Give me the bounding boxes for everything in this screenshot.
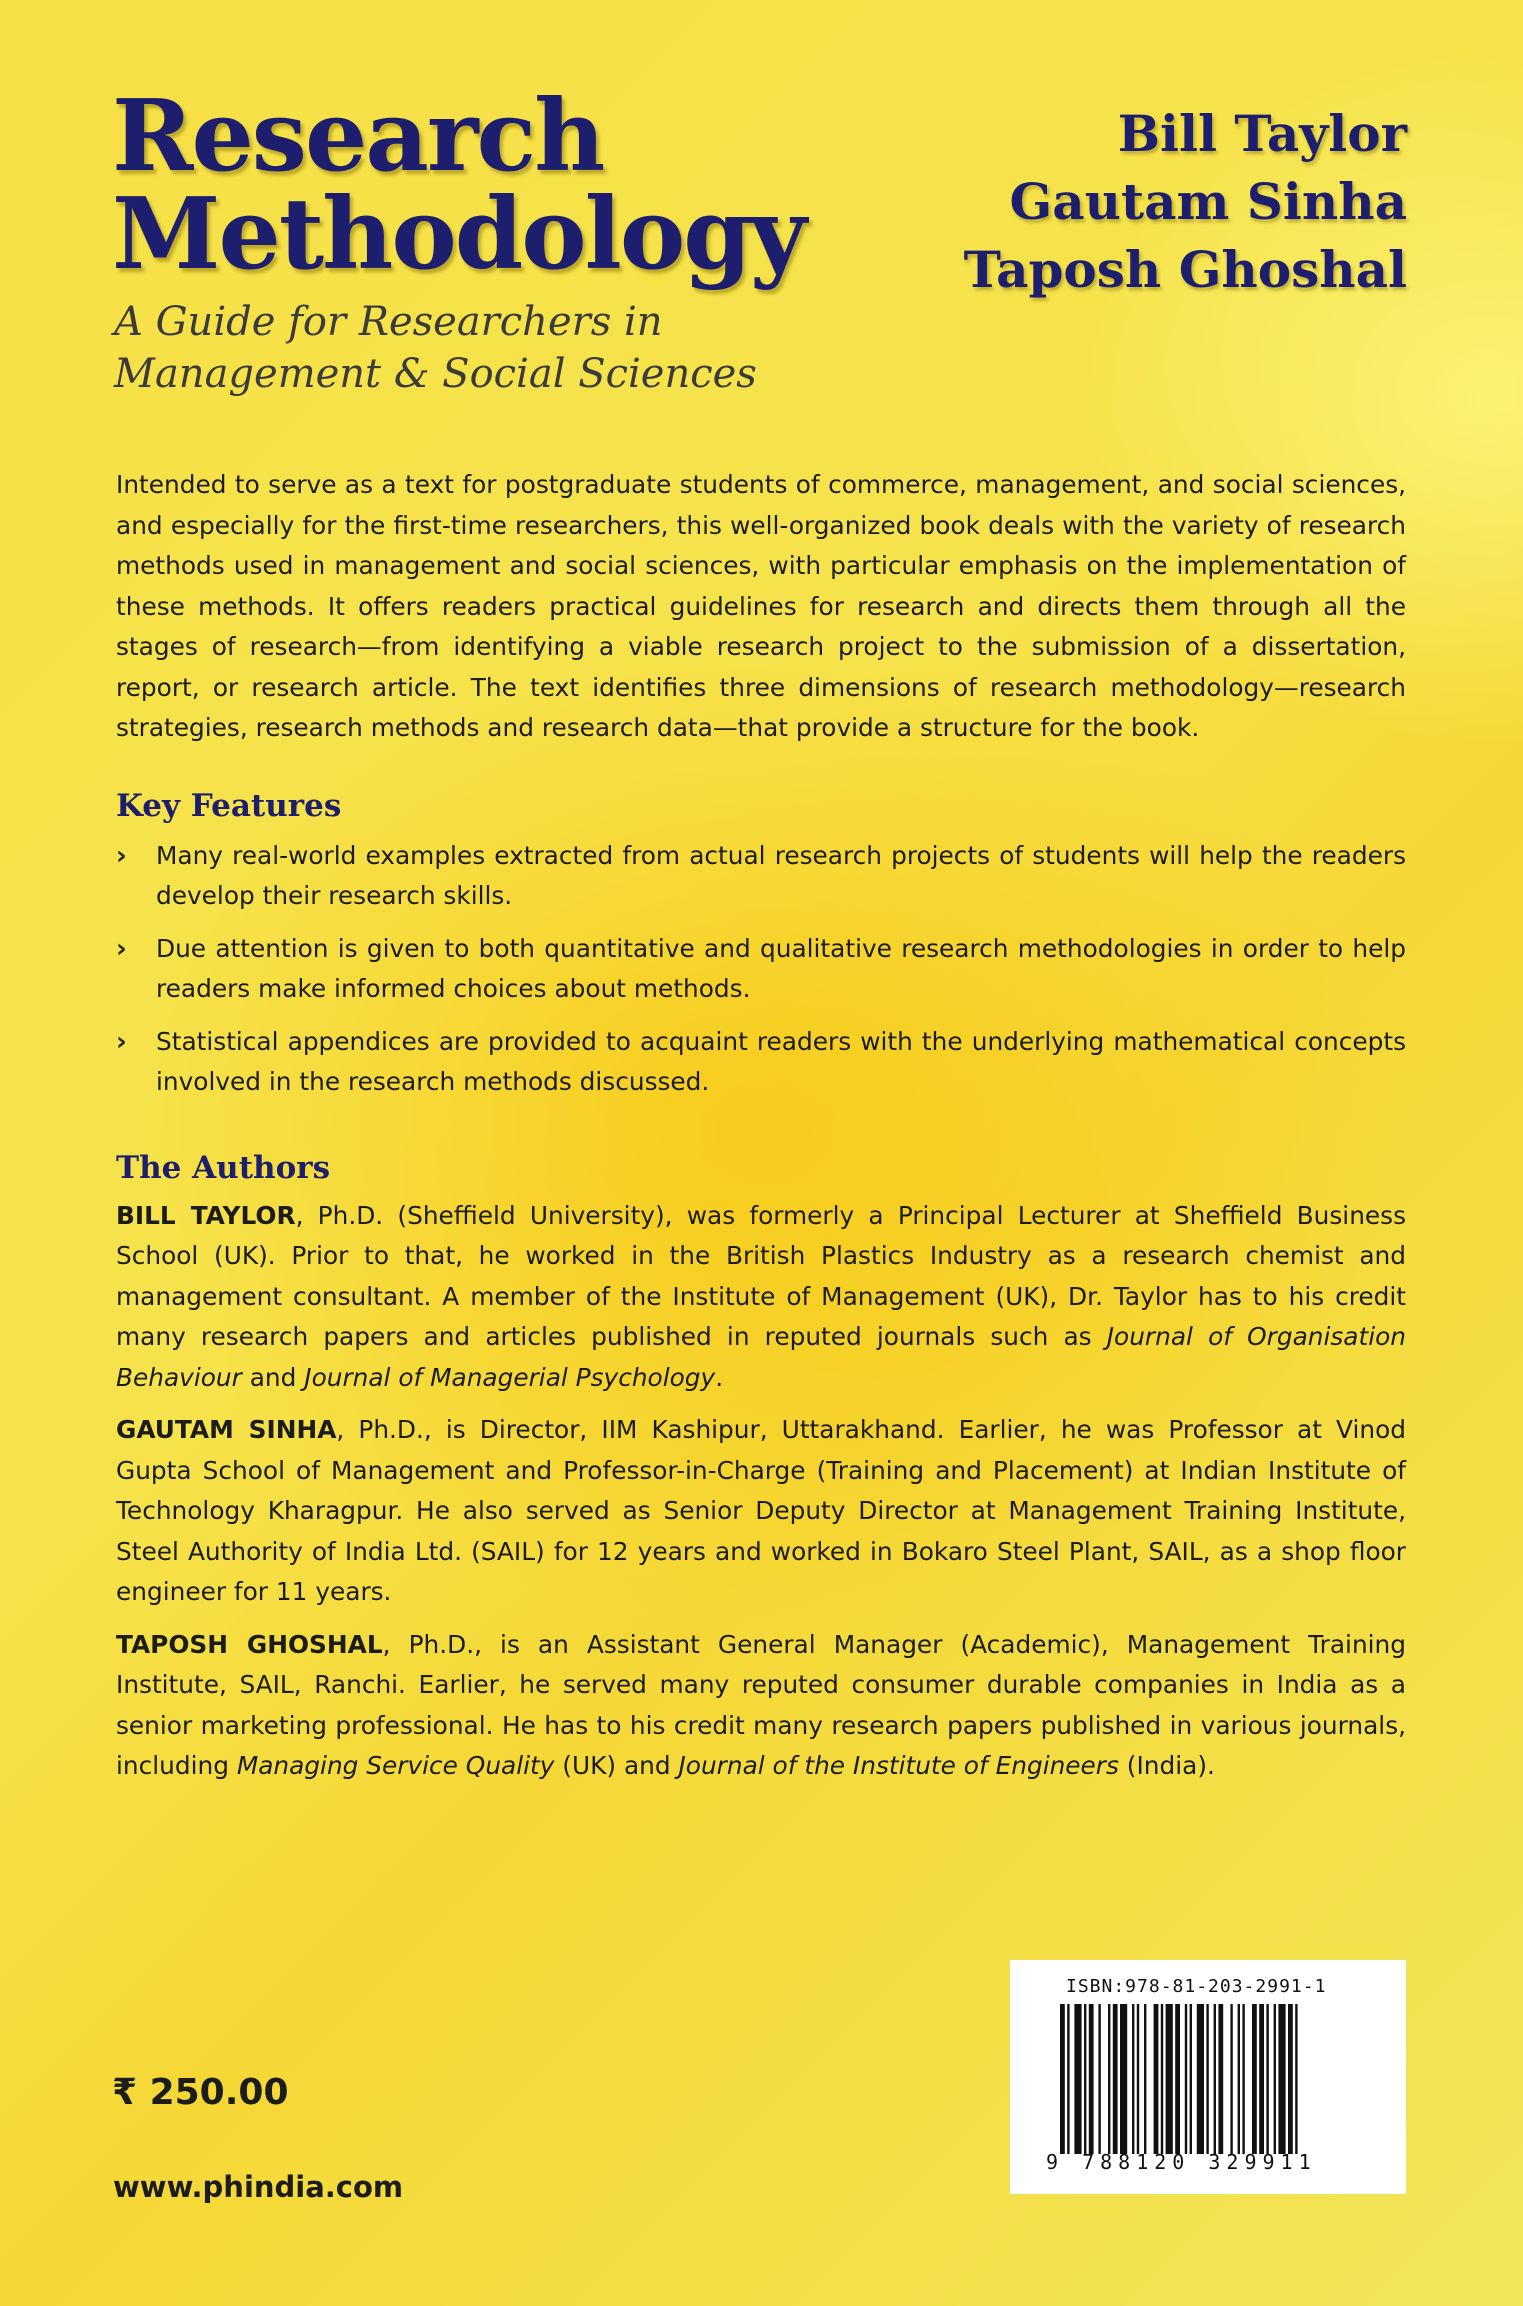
bio-text: , Ph.D., is Director, IIM Kashipur, Uttarakhand. Earlier, he was Professor at Vinod Gupta School of Management and Professor-in-Charge (Training and Placement) at Indian Institute of Technology Kharagpur. He also served as Senior Deputy Director at Management Training Institute, Steel Authority of India Ltd. (SAIL) for 12 years and worked in Bokaro Steel Plant, SAIL, as a shop floor engineer for 11 years. [116,1415,1406,1606]
back-cover-content [116,465,1406,1787]
isbn-label: ISBN:978-81-203-2991-1 [1066,1976,1327,1997]
barcode-bar [1252,2004,1257,2154]
publisher-website: www.phindia.com [113,2170,404,2204]
isbn-barcode [1010,1960,1406,2194]
barcode-bar [1266,2004,1268,2154]
barcode-bar [1120,2004,1127,2154]
book-description: Intended to serve as a text for postgraduate students of commerce, management, and social sciences, and especially for the first-time researchers, this well-organized book deals with the variety of research methods used in management and social sciences, with particular emphasis on the implementation of these methods. It offers readers practical guidelines for research and directs them through all the stages of research—from identifying a viable research project to the submission of a dissertation, report, or research article. The text identifies three dimensions of research methodology—research strategies, research methods and research data—that provide a structure for the book. [116,470,1406,742]
barcode-bar [1197,2004,1204,2154]
authors-heading: The Authors [116,1149,331,1186]
barcode-bar [1074,2004,1081,2154]
bio-text: (UK) and [554,1751,679,1780]
barcode-bar [1259,2004,1264,2154]
barcode-bar [1154,2004,1159,2154]
barcode-bar [1098,2004,1100,2154]
feature-text: Due attention is given to both quantitative and qualitative research methodologies in order to help readers make informed choices about methods. [156,933,1406,1003]
key-features-heading: Key Features [116,787,342,824]
book-subtitle [114,296,757,400]
barcode-bar [1185,2004,1187,2154]
bio-text: . [715,1362,724,1392]
barcode-bar [1278,2004,1285,2154]
author-name-1: Bill Taylor [1117,104,1407,163]
title-line-1: Research [112,79,604,194]
bio-text: (India). [1118,1751,1215,1780]
barcode-bar [1288,2004,1293,2154]
barcode-bar [1089,2004,1094,2154]
chevron-right-icon: › [116,840,127,871]
feature-text: Many real-world examples extracted from actual research projects of students will help the readers develop their research skills. [156,840,1406,910]
book-title [112,79,805,292]
journal-title: Journal of Organisation Behaviour [116,1322,1407,1392]
barcode-bar [1137,2004,1139,2154]
barcode-bar [1166,2004,1173,2154]
barcode-bar [1190,2004,1192,2154]
bio-name: GAUTAM SINHA [116,1415,337,1444]
author-name-2: Gautam Sinha [1009,172,1407,231]
barcode-bar [1242,2004,1244,2154]
journal-title: Journal of the Institute of Engineers [678,1751,1119,1780]
barcode-bar [1113,2004,1118,2154]
feature-item [116,836,1406,917]
key-features-list [116,836,1406,1103]
barcode-bar [1161,2004,1163,2154]
barcode-bar [1108,2004,1110,2154]
feature-item [116,1022,1406,1103]
barcode-bars [1060,2004,1390,2154]
journal-title: Journal of Managerial Psychology [304,1362,716,1392]
chevron-right-icon: › [116,933,127,964]
author-names-header [964,100,1407,304]
bio-text: , Ph.D. (Sheffield University), was formerly a Principal Lecturer at Sheffield Business School (UK). Prior to that, he worked in the British Plastics Industry as a research chemist and management consultant. A member of the Institute of Management (UK), Dr. Taylor has to his credit many research papers and articles published in reputed journals such as [116,1200,1407,1351]
price: ₹ 250.00 [112,2072,289,2113]
barcode-bar [1295,2004,1297,2154]
title-line-2: Methodology [112,177,805,292]
bio-name: BILL TAYLOR [116,1200,296,1230]
chevron-right-icon: › [116,1026,127,1057]
feature-text: Statistical appendices are provided to acquaint readers with the underlying mathematical concepts involved in the research methods discussed. [156,1026,1406,1096]
bio-gautam-sinha [116,1410,1406,1613]
subtitle-line-1: A Guide for Researchers in [114,299,663,345]
bio-name: TAPOSH GHOSHAL [116,1629,383,1659]
barcode-bar [1230,2004,1232,2154]
subtitle-line-2: Management & Social Sciences [114,351,757,397]
bio-text: and [241,1362,305,1392]
bio-bill-taylor [116,1196,1406,1399]
barcode-bar [1144,2004,1146,2154]
barcode-bar [1274,2004,1276,2154]
barcode-digits: 9 788120 329911 [1046,2150,1317,2174]
author-name-3: Taposh Ghoshal [963,240,1407,299]
barcode-bar [1132,2004,1134,2154]
barcode-bar [1218,2004,1223,2154]
barcode-bar [1175,2004,1180,2154]
bio-taposh-ghoshal [116,1625,1406,1787]
feature-item [116,929,1406,1010]
barcode-bar [1060,2004,1065,2154]
barcode-bar [1206,2004,1208,2154]
barcode-bar [1214,2004,1216,2154]
barcode-bar [1067,2004,1069,2154]
bio-text: , Ph.D., is an Assistant General Manager (Academic), Management Training Institute, SAIL, Ranchi. Earlier, he served many reputed consumer durable companies in India as a senior marketing professional. He has to his credit many research papers published in various journals, including [116,1629,1407,1780]
journal-title: Managing Service Quality [236,1751,555,1780]
barcode-bar [1084,2004,1086,2154]
barcode-bar [1238,2004,1240,2154]
